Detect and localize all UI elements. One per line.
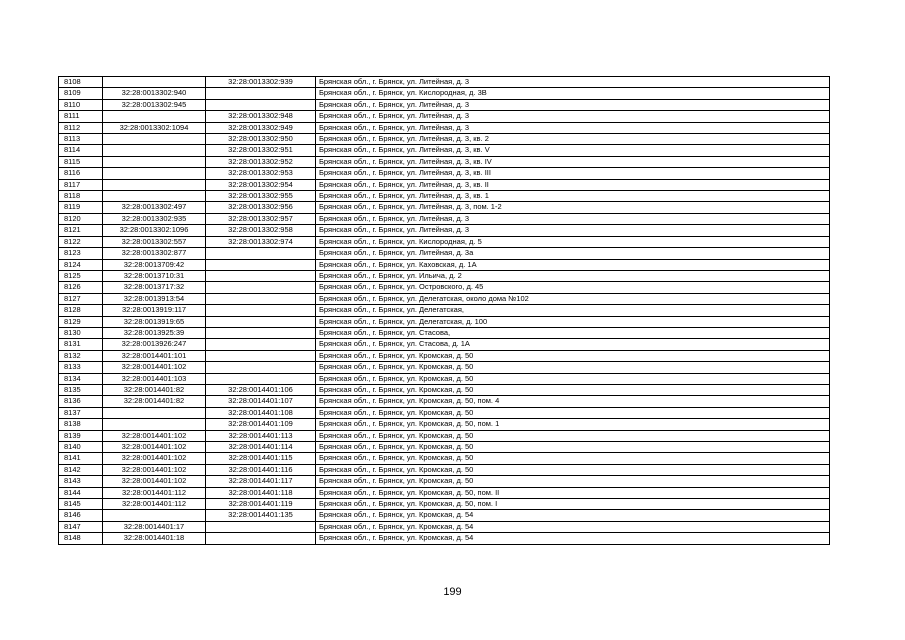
object-number-cell xyxy=(206,350,316,361)
cadastral-number-cell: 32:28:0013302:557 xyxy=(103,236,206,247)
object-number-cell xyxy=(206,248,316,259)
address-cell: Брянская обл., г. Брянск, ул. Кислородная, д. 5 xyxy=(316,236,830,247)
row-number-cell: 8122 xyxy=(59,236,103,247)
row-number-cell: 8112 xyxy=(59,122,103,133)
row-number-cell: 8117 xyxy=(59,179,103,190)
table-row xyxy=(59,202,830,213)
cadastral-number-cell: 32:28:0013913:54 xyxy=(103,293,206,304)
cadastral-number-cell: 32:28:0014401:101 xyxy=(103,350,206,361)
table-row xyxy=(59,225,830,236)
cadastral-number-cell: 32:28:0014401:112 xyxy=(103,499,206,510)
table-row xyxy=(59,476,830,487)
object-number-cell: 32:28:0013302:952 xyxy=(206,156,316,167)
table-row xyxy=(59,327,830,338)
table-row xyxy=(59,396,830,407)
row-number-cell: 8130 xyxy=(59,327,103,338)
cadastral-number-cell xyxy=(103,111,206,122)
table-row xyxy=(59,521,830,532)
cadastral-number-cell: 32:28:0013919:65 xyxy=(103,316,206,327)
object-number-cell: 32:28:0014401:117 xyxy=(206,476,316,487)
address-cell: Брянская обл., г. Брянск, ул. Литейная, д. 3 xyxy=(316,213,830,224)
cadastral-number-cell: 32:28:0014401:102 xyxy=(103,476,206,487)
row-number-cell: 8111 xyxy=(59,111,103,122)
row-number-cell: 8143 xyxy=(59,476,103,487)
address-cell: Брянская обл., г. Брянск, ул. Кромская, д. 50, пом. 1 xyxy=(316,419,830,430)
cadastral-number-cell xyxy=(103,191,206,202)
cadastral-number-cell: 32:28:0013302:1096 xyxy=(103,225,206,236)
table-row xyxy=(59,236,830,247)
table-row xyxy=(59,259,830,270)
object-number-cell: 32:28:0014401:107 xyxy=(206,396,316,407)
table-row xyxy=(59,88,830,99)
table-row xyxy=(59,282,830,293)
address-cell: Брянская обл., г. Брянск, ул. Кромская, д. 50 xyxy=(316,384,830,395)
table-row xyxy=(59,350,830,361)
cadastral-number-cell: 32:28:0013302:497 xyxy=(103,202,206,213)
table-row xyxy=(59,145,830,156)
cadastral-number-cell xyxy=(103,407,206,418)
cadastral-number-cell: 32:28:0014401:82 xyxy=(103,396,206,407)
row-number-cell: 8123 xyxy=(59,248,103,259)
address-cell: Брянская обл., г. Брянск, ул. Делегатская, около дома №102 xyxy=(316,293,830,304)
row-number-cell: 8118 xyxy=(59,191,103,202)
page-number: 199 xyxy=(443,586,462,598)
object-number-cell: 32:28:0014401:115 xyxy=(206,453,316,464)
cadastral-number-cell: 32:28:0014401:17 xyxy=(103,521,206,532)
table-row xyxy=(59,373,830,384)
table-row xyxy=(59,248,830,259)
cadastral-number-cell: 32:28:0014401:102 xyxy=(103,464,206,475)
address-cell: Брянская обл., г. Брянск, ул. Литейная, д. 3а xyxy=(316,248,830,259)
cadastral-number-cell: 32:28:0013717:32 xyxy=(103,282,206,293)
table-row xyxy=(59,156,830,167)
address-cell: Брянская обл., г. Брянск, ул. Литейная, д. 3, кв. IV xyxy=(316,156,830,167)
address-cell: Брянская обл., г. Брянск, ул. Ильича, д. 2 xyxy=(316,270,830,281)
table-row xyxy=(59,316,830,327)
row-number-cell: 8121 xyxy=(59,225,103,236)
address-cell: Брянская обл., г. Брянск, ул. Кромская, д. 50 xyxy=(316,476,830,487)
row-number-cell: 8131 xyxy=(59,339,103,350)
row-number-cell: 8109 xyxy=(59,88,103,99)
row-number-cell: 8148 xyxy=(59,533,103,544)
address-cell: Брянская обл., г. Брянск, ул. Кромская, д. 50 xyxy=(316,407,830,418)
cadastral-number-cell: 32:28:0013919:117 xyxy=(103,305,206,316)
table-row xyxy=(59,453,830,464)
row-number-cell: 8113 xyxy=(59,134,103,145)
row-number-cell: 8133 xyxy=(59,362,103,373)
cadastral-number-cell xyxy=(103,419,206,430)
table-row xyxy=(59,122,830,133)
table-row xyxy=(59,293,830,304)
object-number-cell: 32:28:0013302:953 xyxy=(206,168,316,179)
row-number-cell: 8140 xyxy=(59,442,103,453)
row-number-cell: 8110 xyxy=(59,99,103,110)
row-number-cell: 8116 xyxy=(59,168,103,179)
table-row xyxy=(59,407,830,418)
address-cell: Брянская обл., г. Брянск, ул. Литейная, д. 3, кв. 1 xyxy=(316,191,830,202)
table-row xyxy=(59,442,830,453)
cadastral-number-cell: 32:28:0013302:1094 xyxy=(103,122,206,133)
row-number-cell: 8126 xyxy=(59,282,103,293)
address-cell: Брянская обл., г. Брянск, ул. Литейная, д. 3, кв. II xyxy=(316,179,830,190)
cadastral-number-cell: 32:28:0014401:102 xyxy=(103,362,206,373)
object-number-cell: 32:28:0014401:116 xyxy=(206,464,316,475)
table-body xyxy=(59,77,830,545)
row-number-cell: 8144 xyxy=(59,487,103,498)
table-row xyxy=(59,99,830,110)
address-cell: Брянская обл., г. Брянск, ул. Литейная, д. 3 xyxy=(316,225,830,236)
address-cell: Брянская обл., г. Брянск, ул. Кромская, д. 50 xyxy=(316,350,830,361)
row-number-cell: 8120 xyxy=(59,213,103,224)
table-row xyxy=(59,339,830,350)
cadastral-number-cell: 32:28:0013925:39 xyxy=(103,327,206,338)
row-number-cell: 8115 xyxy=(59,156,103,167)
address-cell: Брянская обл., г. Брянск, ул. Делегатская, xyxy=(316,305,830,316)
object-number-cell xyxy=(206,339,316,350)
cadastral-number-cell xyxy=(103,179,206,190)
object-number-cell xyxy=(206,99,316,110)
cadastral-number-cell: 32:28:0013302:877 xyxy=(103,248,206,259)
row-number-cell: 8136 xyxy=(59,396,103,407)
row-number-cell: 8124 xyxy=(59,259,103,270)
address-cell: Брянская обл., г. Брянск, ул. Кромская, д. 50 xyxy=(316,362,830,373)
row-number-cell: 8128 xyxy=(59,305,103,316)
address-cell: Брянская обл., г. Брянск, ул. Кромская, д. 50 xyxy=(316,464,830,475)
object-number-cell: 32:28:0013302:948 xyxy=(206,111,316,122)
cadastral-number-cell: 32:28:0014401:102 xyxy=(103,442,206,453)
object-number-cell: 32:28:0014401:135 xyxy=(206,510,316,521)
cadastral-number-cell xyxy=(103,156,206,167)
object-number-cell xyxy=(206,521,316,532)
row-number-cell: 8145 xyxy=(59,499,103,510)
address-cell: Брянская обл., г. Брянск, ул. Каховская, д. 1А xyxy=(316,259,830,270)
object-number-cell: 32:28:0014401:108 xyxy=(206,407,316,418)
object-number-cell: 32:28:0013302:949 xyxy=(206,122,316,133)
address-cell: Брянская обл., г. Брянск, ул. Делегатская, д. 100 xyxy=(316,316,830,327)
address-cell: Брянская обл., г. Брянск, ул. Кромская, д. 50, пом. II xyxy=(316,487,830,498)
address-cell: Брянская обл., г. Брянск, ул. Литейная, д. 3 xyxy=(316,77,830,88)
row-number-cell: 8137 xyxy=(59,407,103,418)
address-cell: Брянская обл., г. Брянск, ул. Кромская, д. 54 xyxy=(316,521,830,532)
row-number-cell: 8147 xyxy=(59,521,103,532)
object-number-cell: 32:28:0013302:955 xyxy=(206,191,316,202)
address-cell: Брянская обл., г. Брянск, ул. Кромская, д. 50 xyxy=(316,430,830,441)
table-row xyxy=(59,430,830,441)
table-row xyxy=(59,191,830,202)
table-row xyxy=(59,499,830,510)
object-number-cell xyxy=(206,270,316,281)
object-number-cell xyxy=(206,373,316,384)
cadastral-number-cell xyxy=(103,77,206,88)
address-cell: Брянская обл., г. Брянск, ул. Литейная, д. 3 xyxy=(316,99,830,110)
cadastral-number-cell: 32:28:0013709:42 xyxy=(103,259,206,270)
table-row xyxy=(59,305,830,316)
object-number-cell xyxy=(206,293,316,304)
address-cell: Брянская обл., г. Брянск, ул. Кромская, д. 54 xyxy=(316,533,830,544)
table-row xyxy=(59,362,830,373)
object-number-cell xyxy=(206,327,316,338)
row-number-cell: 8127 xyxy=(59,293,103,304)
table-row xyxy=(59,419,830,430)
address-cell: Брянская обл., г. Брянск, ул. Литейная, д. 3 xyxy=(316,122,830,133)
row-number-cell: 8132 xyxy=(59,350,103,361)
address-cell: Брянская обл., г. Брянск, ул. Кромская, д. 50 xyxy=(316,442,830,453)
row-number-cell: 8138 xyxy=(59,419,103,430)
row-number-cell: 8141 xyxy=(59,453,103,464)
cadastral-number-cell: 32:28:0013302:940 xyxy=(103,88,206,99)
cadastral-number-cell xyxy=(103,168,206,179)
table-row xyxy=(59,384,830,395)
object-number-cell xyxy=(206,88,316,99)
address-cell: Брянская обл., г. Брянск, ул. Литейная, д. 3, пом. 1-2 xyxy=(316,202,830,213)
cadastral-number-cell: 32:28:0014401:112 xyxy=(103,487,206,498)
address-cell: Брянская обл., г. Брянск, ул. Стасова, xyxy=(316,327,830,338)
address-cell: Брянская обл., г. Брянск, ул. Литейная, д. 3, кв. 2 xyxy=(316,134,830,145)
row-number-cell: 8119 xyxy=(59,202,103,213)
object-number-cell xyxy=(206,282,316,293)
address-cell: Брянская обл., г. Брянск, ул. Стасова, д. 1А xyxy=(316,339,830,350)
cadastral-number-cell: 32:28:0014401:102 xyxy=(103,453,206,464)
object-number-cell: 32:28:0013302:950 xyxy=(206,134,316,145)
cadastral-number-cell: 32:28:0013302:935 xyxy=(103,213,206,224)
cadastral-number-cell: 32:28:0013926:247 xyxy=(103,339,206,350)
table-row xyxy=(59,213,830,224)
object-number-cell: 32:28:0013302:954 xyxy=(206,179,316,190)
object-number-cell: 32:28:0014401:114 xyxy=(206,442,316,453)
object-number-cell xyxy=(206,533,316,544)
table-row xyxy=(59,510,830,521)
row-number-cell: 8114 xyxy=(59,145,103,156)
cadastral-number-cell xyxy=(103,510,206,521)
cadastral-number-cell: 32:28:0013302:945 xyxy=(103,99,206,110)
row-number-cell: 8142 xyxy=(59,464,103,475)
address-cell: Брянская обл., г. Брянск, ул. Кромская, д. 50 xyxy=(316,453,830,464)
table-row xyxy=(59,487,830,498)
cadastral-number-cell xyxy=(103,145,206,156)
cadastral-number-cell: 32:28:0014401:18 xyxy=(103,533,206,544)
object-number-cell: 32:28:0013302:974 xyxy=(206,236,316,247)
table-row xyxy=(59,77,830,88)
address-cell: Брянская обл., г. Брянск, ул. Кромская, д. 50, пом. 4 xyxy=(316,396,830,407)
table-row xyxy=(59,111,830,122)
row-number-cell: 8129 xyxy=(59,316,103,327)
object-number-cell xyxy=(206,362,316,373)
row-number-cell: 8146 xyxy=(59,510,103,521)
row-number-cell: 8139 xyxy=(59,430,103,441)
object-number-cell: 32:28:0014401:119 xyxy=(206,499,316,510)
object-number-cell: 32:28:0014401:109 xyxy=(206,419,316,430)
object-number-cell xyxy=(206,305,316,316)
object-number-cell: 32:28:0014401:113 xyxy=(206,430,316,441)
address-cell: Брянская обл., г. Брянск, ул. Литейная, д. 3, кв. V xyxy=(316,145,830,156)
cadastral-number-cell: 32:28:0014401:102 xyxy=(103,430,206,441)
object-number-cell: 32:28:0013302:957 xyxy=(206,213,316,224)
row-number-cell: 8108 xyxy=(59,77,103,88)
table-row xyxy=(59,134,830,145)
address-cell: Брянская обл., г. Брянск, ул. Кромская, д. 50, пом. I xyxy=(316,499,830,510)
row-number-cell: 8125 xyxy=(59,270,103,281)
object-number-cell: 32:28:0013302:958 xyxy=(206,225,316,236)
address-cell: Брянская обл., г. Брянск, ул. Кромская, д. 50 xyxy=(316,373,830,384)
table-row xyxy=(59,464,830,475)
object-number-cell xyxy=(206,259,316,270)
row-number-cell: 8135 xyxy=(59,384,103,395)
table-row xyxy=(59,168,830,179)
object-number-cell xyxy=(206,316,316,327)
object-number-cell: 32:28:0013302:939 xyxy=(206,77,316,88)
object-number-cell: 32:28:0014401:106 xyxy=(206,384,316,395)
object-number-cell: 32:28:0014401:118 xyxy=(206,487,316,498)
table-row xyxy=(59,179,830,190)
table-row xyxy=(59,533,830,544)
address-cell: Брянская обл., г. Брянск, ул. Литейная, д. 3, кв. III xyxy=(316,168,830,179)
address-cell: Брянская обл., г. Брянск, ул. Литейная, д. 3 xyxy=(316,111,830,122)
cadastral-number-cell: 32:28:0013710:31 xyxy=(103,270,206,281)
row-number-cell: 8134 xyxy=(59,373,103,384)
object-number-cell: 32:28:0013302:951 xyxy=(206,145,316,156)
address-cell: Брянская обл., г. Брянск, ул. Островского, д. 45 xyxy=(316,282,830,293)
address-cell: Брянская обл., г. Брянск, ул. Кромская, д. 54 xyxy=(316,510,830,521)
object-number-cell: 32:28:0013302:956 xyxy=(206,202,316,213)
table-row xyxy=(59,270,830,281)
cadastral-number-cell xyxy=(103,134,206,145)
cadastral-table xyxy=(58,76,830,545)
cadastral-number-cell: 32:28:0014401:82 xyxy=(103,384,206,395)
address-cell: Брянская обл., г. Брянск, ул. Кислородная, д. 3В xyxy=(316,88,830,99)
cadastral-number-cell: 32:28:0014401:103 xyxy=(103,373,206,384)
